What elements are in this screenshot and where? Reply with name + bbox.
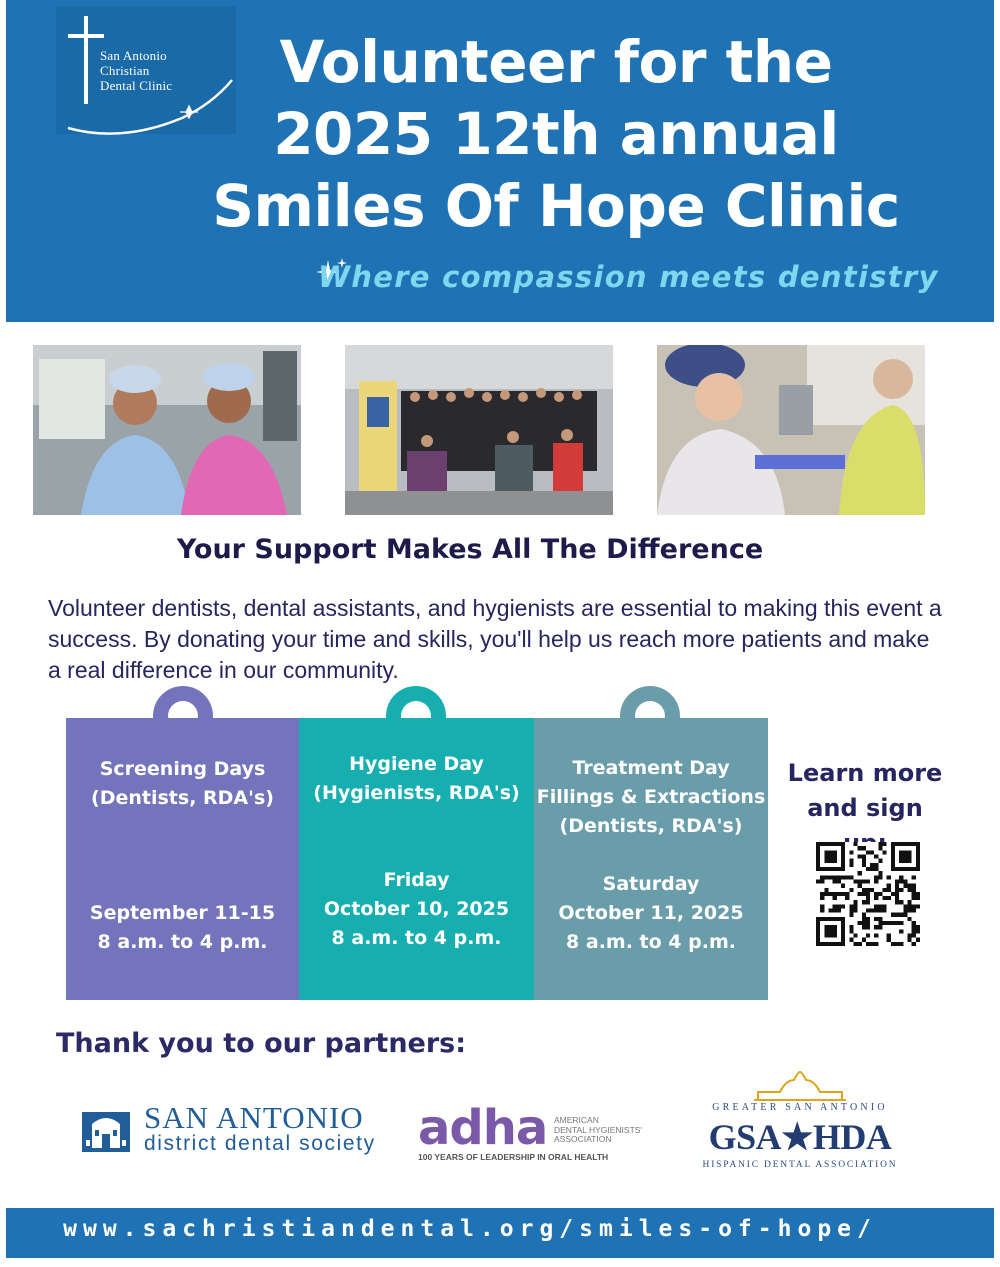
support-heading: Your Support Makes All The Difference (176, 534, 764, 565)
support-body: Volunteer dentists, dental assistants, and hygienists are essential to making this event a success. By donating your time and skills, you'll help us reach more patients and make a real difference in our community. (48, 595, 942, 683)
card-role: Screening Days (Dentists, RDA's) (91, 758, 274, 809)
qr-code-icon[interactable] (816, 842, 920, 946)
page-title: Volunteer for the 2025 12th annual Smiles Of Hope Clinic (212, 28, 900, 240)
card-schedule: Saturday October 11, 2025 8 a.m. to 4 p.m. (558, 873, 744, 953)
card-role: Treatment Day Fillings & Extractions (Dentists, RDA's) (536, 757, 766, 837)
card-hygiene-day (299, 718, 534, 1000)
tagline: Where compassion meets dentistry (318, 260, 939, 294)
footer-banner (6, 1208, 994, 1258)
partners-heading: Thank you to our partners: (56, 1028, 467, 1059)
partner-logo-gsa-hda: GREATER SAN ANTONIO GSA★HDA HISPANIC DENTAL ASSOCIATION (700, 1070, 900, 1174)
card-schedule: Friday October 10, 2025 8 a.m. to 4 p.m. (323, 869, 510, 949)
partner-logo-sadds: SAN ANTONIO district dental society (82, 1102, 382, 1156)
alamo-icon (82, 1104, 130, 1152)
logo-text: San Antonio Christian Dental Clinic (100, 48, 173, 93)
card-treatment-day (534, 718, 768, 1000)
card-screening-days (66, 718, 299, 1000)
photo-volunteer-group (345, 345, 613, 515)
card-schedule: September 11-15 8 a.m. to 4 p.m. (89, 902, 276, 953)
website-link[interactable]: www.sachristiandental.org/smiles-of-hope/ (63, 1216, 877, 1242)
alamo-outline-icon (750, 1070, 850, 1102)
header-banner (6, 0, 994, 322)
signup-label: Learn more and sign (787, 759, 943, 822)
flyer-page (6, 0, 994, 1267)
photo-two-volunteers (33, 345, 301, 515)
card-role: Hygiene Day (Hygienists, RDA's) (313, 753, 520, 804)
partner-logo-adha: adha AMERICAN DENTAL HYGIENISTS' ASSOCIATION 100 YEARS OF LEADERSHIP IN ORAL HEALTH (418, 1100, 643, 1162)
photo-dental-treatment (657, 345, 925, 515)
